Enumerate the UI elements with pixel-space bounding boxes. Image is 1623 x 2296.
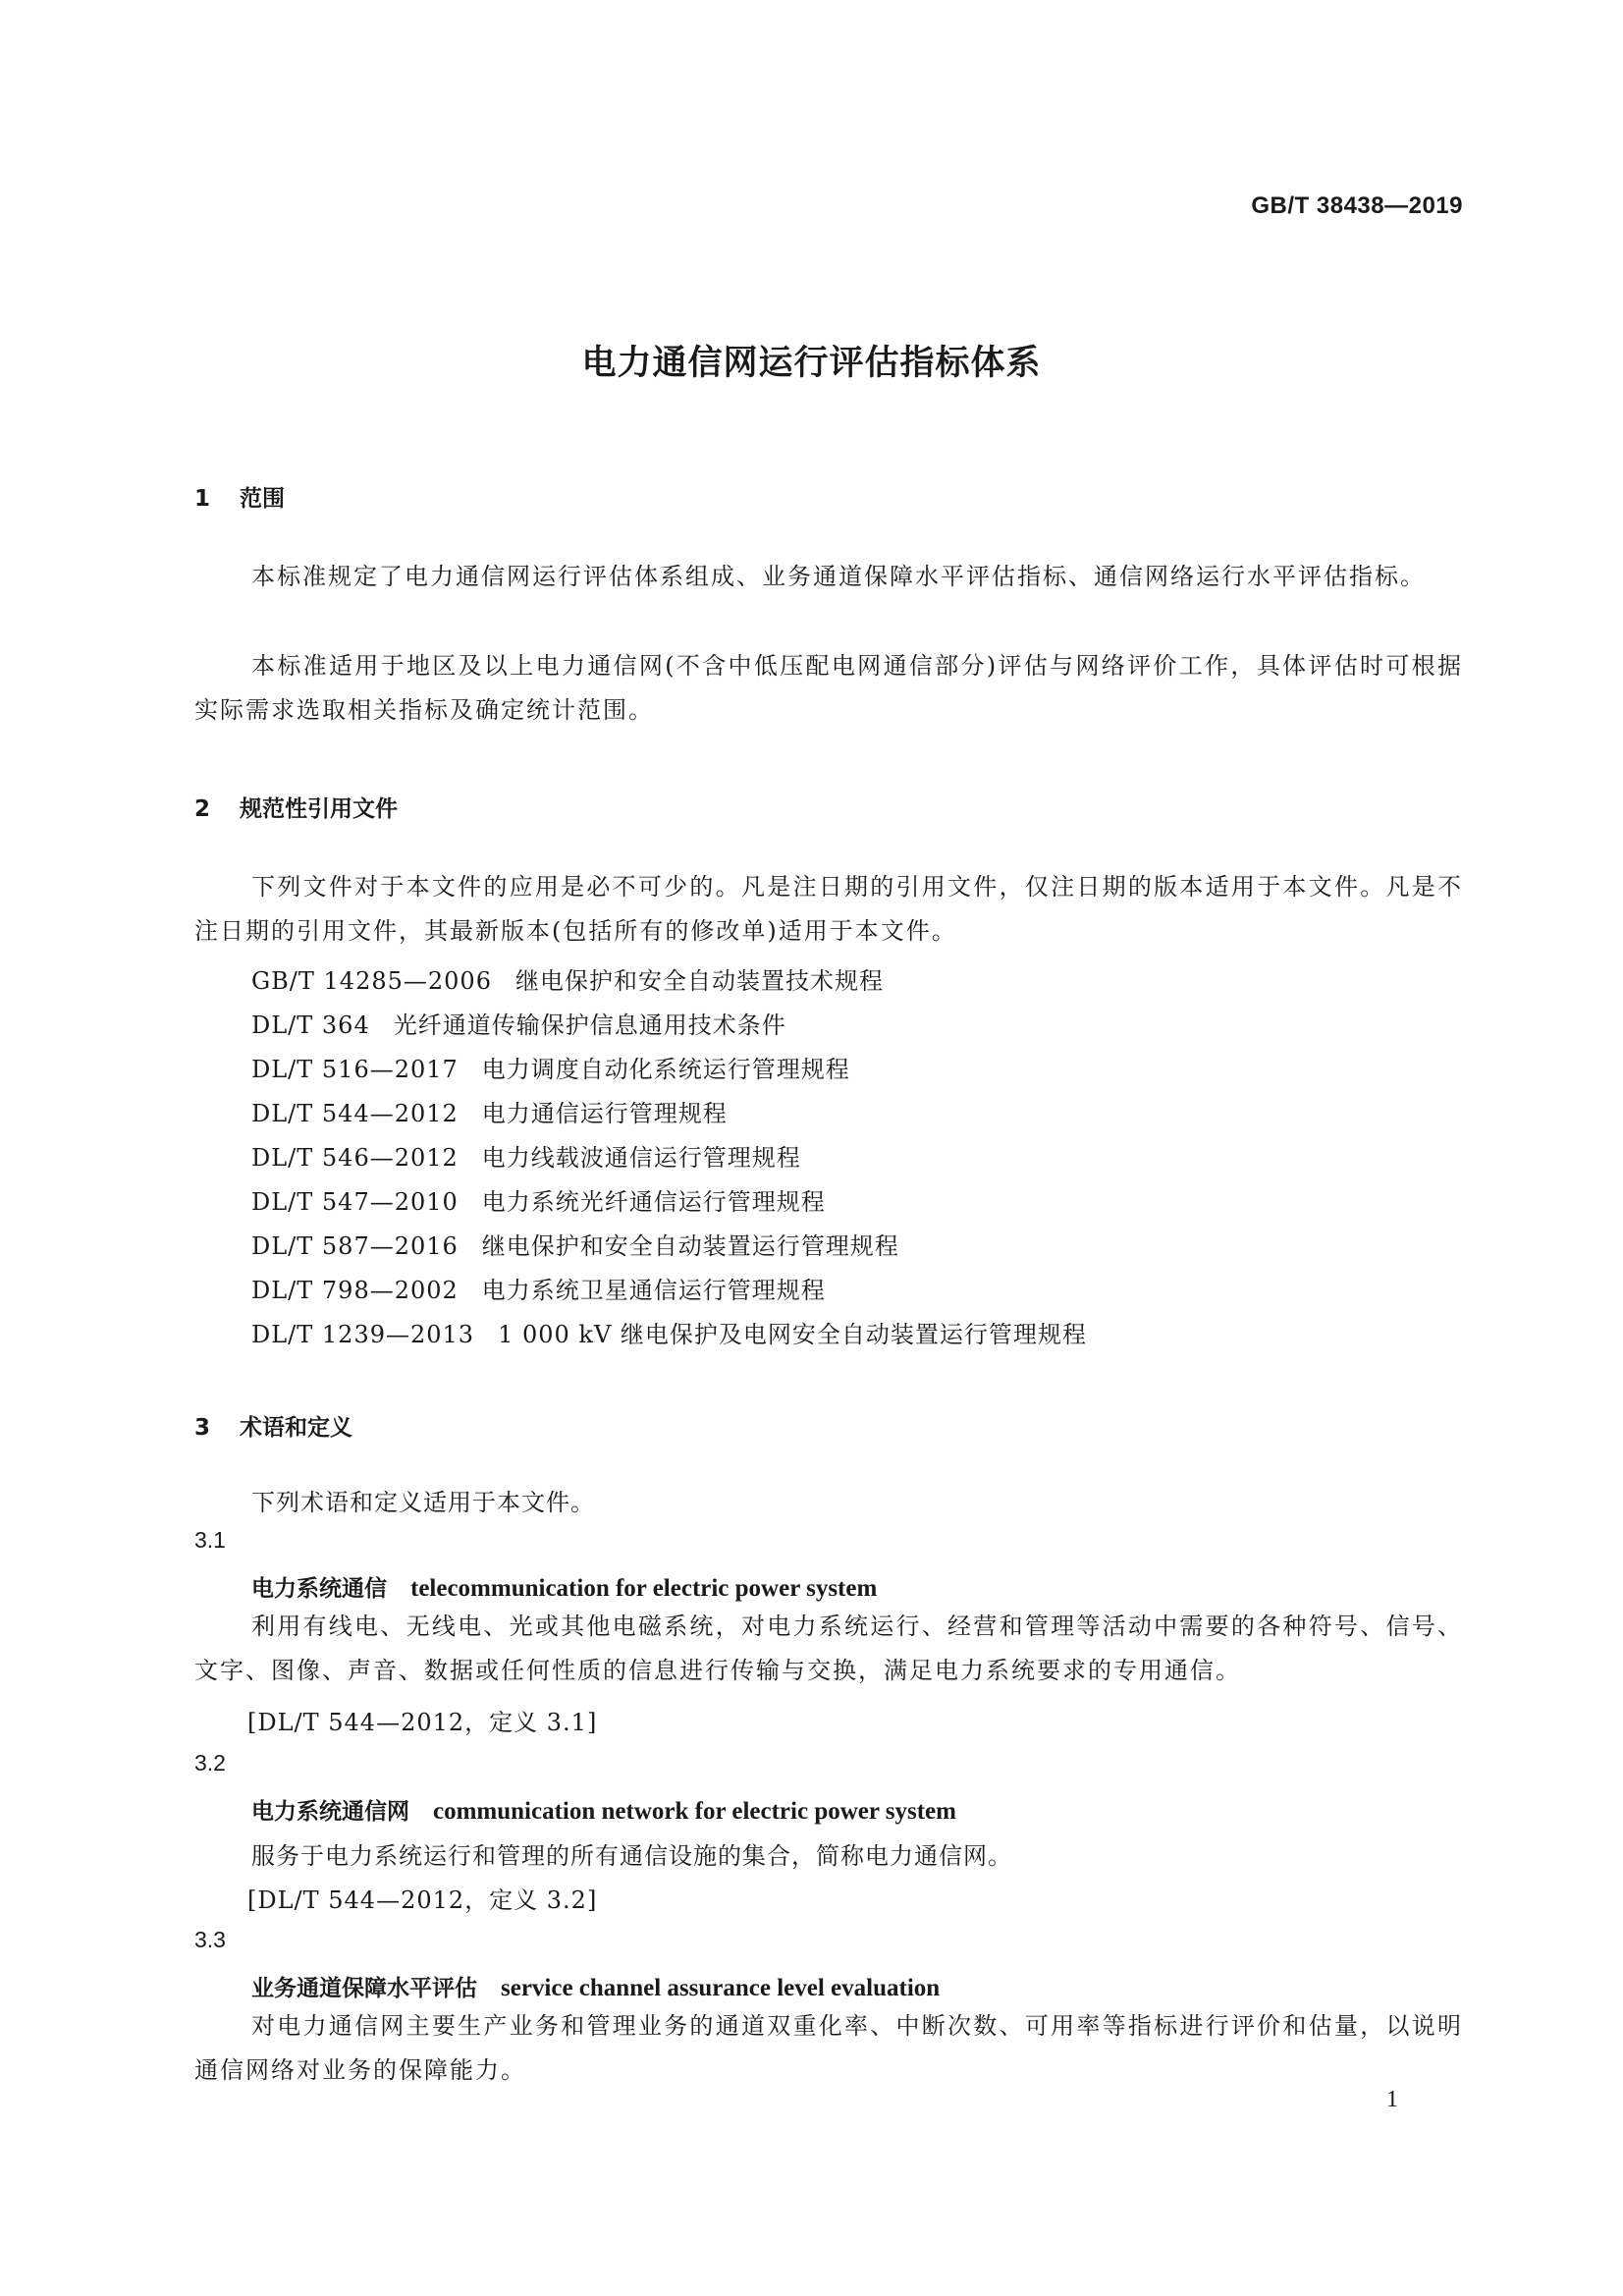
term-source: [DL/T 544—2012，定义 3.1] (247, 1709, 598, 1736)
term-en: communication network for electric power system (433, 1798, 956, 1825)
reference-title: 电力调度自动化系统运行管理规程 (481, 1056, 850, 1083)
term-heading (251, 1970, 940, 2002)
standard-code: GB/T 38438—2019 (1251, 192, 1463, 219)
section-1-heading (194, 480, 285, 513)
term-definition: 对电力通信网主要生产业务和管理业务的通道双重化率、中断次数、可用率等指标进行评价和估量，以说明通信网络对业务的保障能力。 (194, 2012, 1463, 2084)
document-title: 电力通信网运行评估指标体系 (581, 344, 1042, 383)
reference-item (251, 1182, 826, 1217)
paragraph: 下列文件对于本文件的应用是必不可少的。凡是注日期的引用文件，仅注日期的版本适用于本文件。凡是不注日期的引用文件，其最新版本(包括所有的修改单)适用于本文件。 (194, 873, 1463, 945)
term-source: [DL/T 544—2012，定义 3.2] (247, 1886, 598, 1914)
term-zh: 电力系统通信网 (251, 1799, 409, 1825)
reference-code: DL/T 1239—2013 (251, 1321, 475, 1348)
reference-code: DL/T 546—2012 (251, 1144, 459, 1172)
reference-item (251, 1006, 786, 1040)
reference-item (251, 1227, 899, 1261)
reference-title: 1 000 kV 继电保护及电网安全自动装置运行管理规程 (498, 1321, 1087, 1348)
section-number: 3 (194, 1415, 211, 1441)
reference-title: 继电保护和安全自动装置技术规程 (514, 967, 884, 995)
section-3-heading (194, 1409, 352, 1442)
reference-item (251, 1138, 801, 1173)
term-zh: 电力系统通信 (251, 1576, 387, 1602)
section-number: 1 (194, 486, 211, 512)
reference-item (251, 1094, 728, 1128)
reference-item (251, 1271, 826, 1305)
reference-title: 电力线载波通信运行管理规程 (481, 1144, 801, 1172)
term-zh: 业务通道保障水平评估 (251, 1976, 477, 2001)
reference-code: DL/T 516—2017 (251, 1056, 459, 1083)
reference-code: DL/T 364 (251, 1011, 370, 1039)
term-definition: 利用有线电、无线电、光或其他电磁系统，对电力系统运行、经营和管理等活动中需要的各种符号、信号、文字、图像、声音、数据或任何性质的信息进行传输与交换，满足电力系统要求的专用通信。 (194, 1613, 1463, 1684)
reference-title: 电力系统光纤通信运行管理规程 (481, 1188, 826, 1216)
reference-code: DL/T 544—2012 (251, 1100, 459, 1127)
term-en: telecommunication for electric power system (410, 1575, 878, 1602)
reference-code: DL/T 587—2016 (251, 1232, 459, 1260)
reference-code: DL/T 547—2010 (251, 1188, 459, 1216)
term-heading (251, 1793, 956, 1826)
section-intro: 下列术语和定义适用于本文件。 (251, 1489, 595, 1516)
reference-code: GB/T 14285—2006 (251, 967, 492, 995)
reference-item (251, 961, 884, 996)
term-number: 3.3 (194, 1927, 226, 1952)
section-title: 规范性引用文件 (240, 796, 398, 822)
section-number: 2 (194, 796, 211, 822)
reference-title: 电力系统卫星通信运行管理规程 (481, 1277, 826, 1304)
term-definition: 服务于电力系统运行和管理的所有通信设施的集合，简称电力通信网。 (251, 1842, 1012, 1870)
page-number: 1 (1386, 2087, 1398, 2112)
reference-item (251, 1315, 1087, 1349)
paragraph: 本标准规定了电力通信网运行评估体系组成、业务通道保障水平评估指标、通信网络运行水平评估指标。 (251, 563, 1426, 590)
section-title: 范围 (240, 486, 285, 512)
section-title: 术语和定义 (240, 1415, 352, 1441)
term-en: service channel assurance level evaluation (501, 1975, 941, 2001)
term-number: 3.2 (194, 1750, 226, 1776)
term-number: 3.1 (194, 1527, 226, 1553)
section-2-heading (194, 791, 398, 823)
reference-code: DL/T 798—2002 (251, 1277, 459, 1304)
reference-title: 电力通信运行管理规程 (481, 1100, 728, 1127)
paragraph: 本标准适用于地区及以上电力通信网(不含中低压配电网通信部分)评估与网络评价工作，具体评估时可根据实际需求选取相关指标及确定统计范围。 (194, 652, 1463, 724)
reference-title: 继电保护和安全自动装置运行管理规程 (481, 1232, 899, 1260)
term-heading (251, 1570, 877, 1603)
reference-title: 光纤通道传输保护信息通用技术条件 (393, 1011, 786, 1039)
reference-item (251, 1050, 850, 1084)
